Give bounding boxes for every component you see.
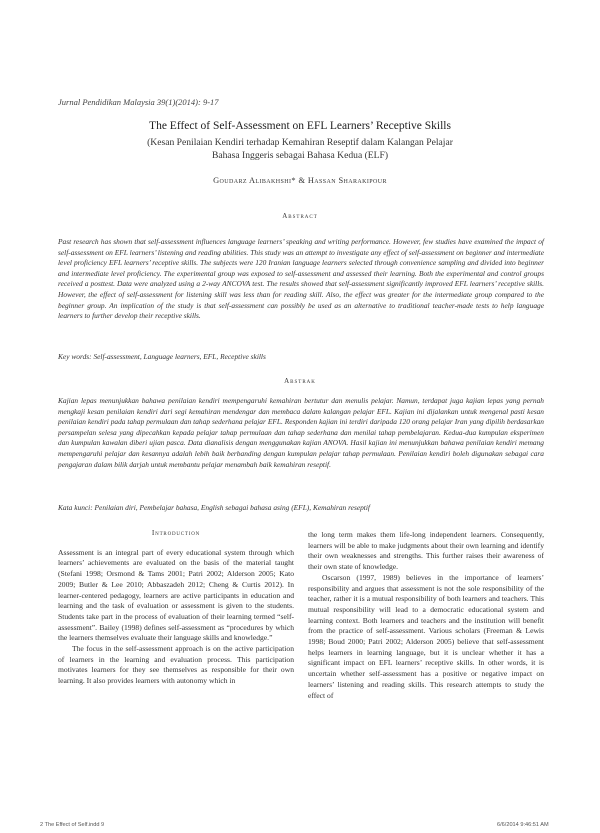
left-paragraph-1: Assessment is an integral part of every educational system through which learners’ achievements are evaluated on the basis of the material taught (Stefani 1998; Orsmond & Tams 2001; Patri 2002; Alderson 2005; Kato 2009; Butler & Lee 2010; Abbaszadeh 2012; Cheng & Curtis 2012). In learner-centered pedagogy, learners are active participants in education and learning and the task of evaluation or assessment is given to the students. Students take part in the process of evaluation of their learning termed “self-assessment”. Bailey (1998) defines self-assessment as “procedures by which the learners themselves evaluate their language skills and knowledge.” bbox=[58, 547, 294, 643]
kata-kunci: Kata kunci: Penilaian diri, Pembelajar bahasa, English sebagai bahasa asing (EFL), Kemahiran reseptif bbox=[58, 503, 370, 512]
left-paragraph-2: The focus in the self-assessment approach is on the active participation of learners in the learning and evaluation process. This participation motivates learners for they see themselves as responsible for their own learning. It also provides learners with autonomy which in bbox=[58, 644, 294, 686]
right-column bbox=[308, 530, 544, 701]
subtitle-line-2: Bahasa Inggeris sebagai Bahasa Kedua (ELF) bbox=[211, 150, 389, 161]
left-column bbox=[58, 528, 294, 687]
abstract-heading: Abstract bbox=[282, 212, 318, 220]
keywords: Key words: Self-assessment, Language learners, EFL, Receptive skills bbox=[58, 352, 266, 361]
right-paragraph-2: Oscarson (1997, 1989) believes in the importance of learners’ responsibility and argues that assessment is not the sole responsibility of the teacher, rather it is a mutual responsibility of both learners and teachers. This mutual responsibility will lead to a democratic educational system and learning context. Both learners and teachers and the institution will benefit from the practice of self-assessment. Various scholars (Freeman & Lewis 1998; Boud 2000; Patri 2002; Alderson 2005) believe that self-assessment helps learners in learning language, but it is unclear whether it has a significant impact on EFL learners’ receptive skills. In other words, it is uncertain whether self-assessment has a positive or negative impact on learners’ listening and reading skills. This research attempts to study the effect of bbox=[308, 572, 544, 700]
article-subtitle bbox=[80, 136, 520, 162]
authors: Goudarz Alibakhshi* & Hassan Sharakipour bbox=[213, 176, 387, 185]
abstrak-heading: Abstrak bbox=[284, 377, 316, 385]
article-title: The Effect of Self-Assessment on EFL Learners’ Receptive Skills bbox=[149, 120, 451, 132]
abstract-text: Past research has shown that self-assessment influences language learners’ speaking and writing performance. However, few studies have examined the impact of self-assessment on EFL learners’ listening and reading abilities. This study was an attempt to investigate any effect of self-assessment on beginner and intermediate level proficiency EFL learners’ receptive skills. The subjects were 120 Iranian language learners selected through convenience sampling and divided into beginner and intermediate level proficiency. The experimental group was exposed to self-assessment and assessed their learning. Both the experimental and control groups received a posttest. Data were analyzed using a 2-way ANCOVA test. The results showed that self-assessment significantly improved EFL learners’ receptive skills. However, the effect of self-assessment for listening skill was less than for reading skill. Also, the effect was greater for the intermediate group compared to the beginner group. An implication of the study is that self-assessment can possibly be used as an alternative to traditional teacher-made tests to help language learners to further develop their receptive skills. bbox=[58, 237, 544, 321]
footer-file-info: 2 The Effect of Self.indd 9 bbox=[40, 822, 105, 828]
journal-header: Jurnal Pendidikan Malaysia 39(1)(2014): 9-17 bbox=[58, 97, 219, 107]
right-paragraph-1: the long term makes them life-long independent learners. Consequently, learners will be able to make judgments about their own learning and identify their own weaknesses and strengths. This further raises their awareness of their own state of knowledge. bbox=[308, 530, 544, 572]
subtitle-line-1: (Kesan Penilaian Kendiri terhadap Kemahiran Reseptif dalam Kalangan Pelajar bbox=[147, 137, 453, 148]
footer-timestamp: 6/6/2014 9:46:51 AM bbox=[497, 822, 549, 828]
abstrak-text: Kajian lepas menunjukkan bahawa penilaian kendiri mempengaruhi kemahiran bertutur dan menulis pelajar. Namun, terdapat juga kajian lepas yang pernah mengkaji kesan penilaian kendiri dari segi kemahiran mendengar dan membaca dalam kalangan pelajar EFL. Kajian ini dijalankan untuk mengenal pasti kesan penilaian kendiri pada tahap permulaan dan tahap sederhana pelajar EFL. Responden kajian ini terdiri daripada 120 orang pelajar Iran yang dipilih berdasarkan persampelan selesa yang dipecahkan kepada pelajar tahap permulaan dan tahap sederhana dan menilai tahap pembelajaran. Kedua-dua kumpulan eksperimen dan kumpulan kawalan diberi ujian pasca. Data dianalisis dengan menggunakan kajian ANOVA. Hasil kajian ini menunjukkan bahawa penilaian kendiri memang mempengaruhi pelajar dan kesannya adalah lebih baik berbanding dengan kumpulan pelajar tahap permulaan. Penilaian kendiri boleh digunakan sebagai cara pengajaran dalam bilik darjah untuk membantu pelajar menambah baik kemahiran reseptif. bbox=[58, 396, 544, 469]
introduction-heading: Introduction bbox=[151, 528, 201, 537]
